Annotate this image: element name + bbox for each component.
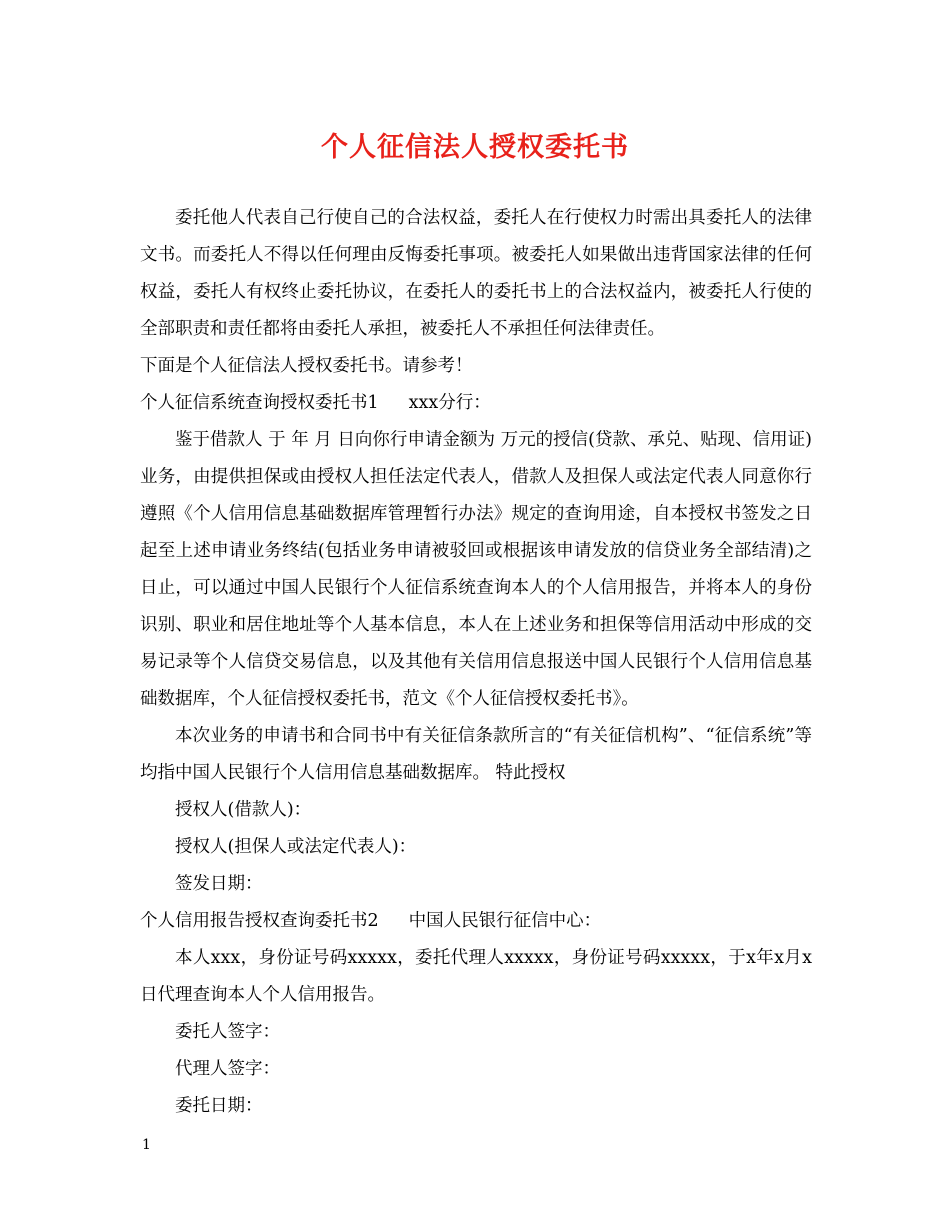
intro-text: 委托他人代表自己行使自己的合法权益，委托人在行使权力时需出具委托人的法律文书。而委托人不得以任何理由反悔委托事项。被委托人如果做出违背国家法律的任何权益，委托人有权终止委托协议，在委托人的委托书上的合法权益内，被委托人行使的全部职责和责任都将由委托人承担，被委托人不承担任何法律责任。 [140,208,812,339]
section1-paragraph-1: 鉴于借款人 于 年 月 日向你行申请金额为 万元的授信(贷款、承兑、贴现、信用证)业务，由提供担保或由授权人担任法定代表人，借款人及担保人或法定代表人同意你行遵照《个人信用信息基础数据库管理暂行办法》规定的查询用途，自本授权书签发之日起至上述申请业务终结(包括业务申请被驳回或根据该申请发放的信贷业务全部结清)之日止，可以通过中国人民银行个人征信系统查询本人的个人信用报告，并将本人的身份识别、职业和居住地址等个人基本信息，本人在上述业务和担保等信用活动中形成的交易记录等个人信贷交易信息，以及其他有关信用信息报送中国人民银行个人信用信息基础数据库，个人征信授权委托书，范文《个人征信授权委托书》。 [140,430,812,709]
section1-heading-line [140,385,812,422]
section2-addressee: 中国人民银行征信中心： [408,911,602,931]
sign-date-line: 签发日期： [175,874,263,894]
entrust-date-line: 委托日期： [175,1096,263,1116]
section1-addressee: xxx分行： [408,393,491,413]
grantor-borrower-line: 授权人(借款人)： [175,800,312,820]
page-number: 1 [142,1137,151,1153]
section1-heading: 个人征信系统查询授权委托书1 [140,393,379,413]
intro-tail-paragraph: 下面是个人征信法人授权委托书。请参考！ [140,356,473,376]
section2-heading: 个人信用报告授权查询委托书2 [140,911,379,931]
section1-paragraph-2: 本次业务的申请书和合同书中有关征信条款所言的“有关征信机构”、“征信系统”等均指中国人民银行个人信用信息基础数据库。 特此授权 [140,726,812,783]
intro-paragraph [140,200,812,348]
document-body [140,200,812,1125]
grantor-guarantor-line: 授权人(担保人或法定代表人)： [175,837,417,857]
principal-sign-line: 委托人签字： [175,1022,280,1042]
agent-sign-line: 代理人签字： [175,1059,280,1079]
section2-heading-line [140,903,812,940]
document-title: 个人征信法人授权委托书 [321,132,629,163]
section2-paragraph-1: 本人xxx，身份证号码xxxxx，委托代理人xxxxx，身份证号码xxxxx，于x年x月x日代理查询本人个人信用报告。 [140,948,812,1005]
